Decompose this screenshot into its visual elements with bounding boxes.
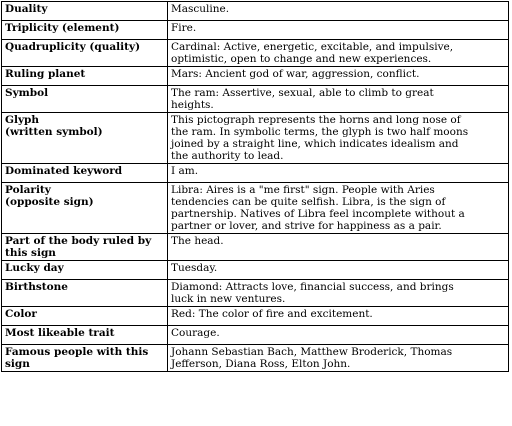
row-label: Dominated keyword [2, 164, 168, 183]
row-label: Color [2, 307, 168, 326]
zodiac-attributes-table [1, 1, 509, 372]
row-value: Masculine. [168, 2, 509, 21]
table-row-quadruplicity [2, 40, 509, 67]
row-label: Famous people with this sign [2, 345, 168, 372]
table-row-lucky-day [2, 261, 509, 280]
table-row-triplicity [2, 21, 509, 40]
row-label: Triplicity (element) [2, 21, 168, 40]
row-label: Duality [2, 2, 168, 21]
table-row-color [2, 307, 509, 326]
table-row-symbol [2, 86, 509, 113]
row-label: Polarity (opposite sign) [2, 183, 168, 234]
row-value: The ram: Assertive, sexual, able to climb to great heights. [168, 86, 509, 113]
row-value: I am. [168, 164, 509, 183]
table-row-duality [2, 2, 509, 21]
row-value: Cardinal: Active, energetic, excitable, and impulsive, optimistic, open to change and new experiences. [168, 40, 509, 67]
table-row-body-part [2, 234, 509, 261]
row-value: This pictograph represents the horns and long nose of the ram. In symbolic terms, the glyph is two half moons joined by a straight line, which indicates idealism and the authority to lead. [168, 113, 509, 164]
row-label: Symbol [2, 86, 168, 113]
row-value: The head. [168, 234, 509, 261]
table-row-dominated-keyword [2, 164, 509, 183]
row-label: Lucky day [2, 261, 168, 280]
row-value: Libra: Aires is a "me first" sign. People with Aries tendencies can be quite selfish. Libra, is the sign of partnership. Natives of Libra feel incomplete without a partner or lover, and strive for happiness as a pair. [168, 183, 509, 234]
row-value: Fire. [168, 21, 509, 40]
row-label: Part of the body ruled by this sign [2, 234, 168, 261]
row-label: Glyph (written symbol) [2, 113, 168, 164]
row-value: Tuesday. [168, 261, 509, 280]
row-label: Birthstone [2, 280, 168, 307]
row-value: Courage. [168, 326, 509, 345]
table-row-birthstone [2, 280, 509, 307]
row-value: Johann Sebastian Bach, Matthew Broderick, Thomas Jefferson, Diana Ross, Elton John. [168, 345, 509, 372]
table-row-likeable-trait [2, 326, 509, 345]
table-row-ruling-planet [2, 67, 509, 86]
row-label: Quadruplicity (quality) [2, 40, 168, 67]
row-value: Diamond: Attracts love, financial success, and brings luck in new ventures. [168, 280, 509, 307]
table-row-glyph [2, 113, 509, 164]
row-label: Ruling planet [2, 67, 168, 86]
row-label: Most likeable trait [2, 326, 168, 345]
table-row-polarity [2, 183, 509, 234]
row-value: Red: The color of fire and excitement. [168, 307, 509, 326]
row-value: Mars: Ancient god of war, aggression, conflict. [168, 67, 509, 86]
table-row-famous-people [2, 345, 509, 372]
